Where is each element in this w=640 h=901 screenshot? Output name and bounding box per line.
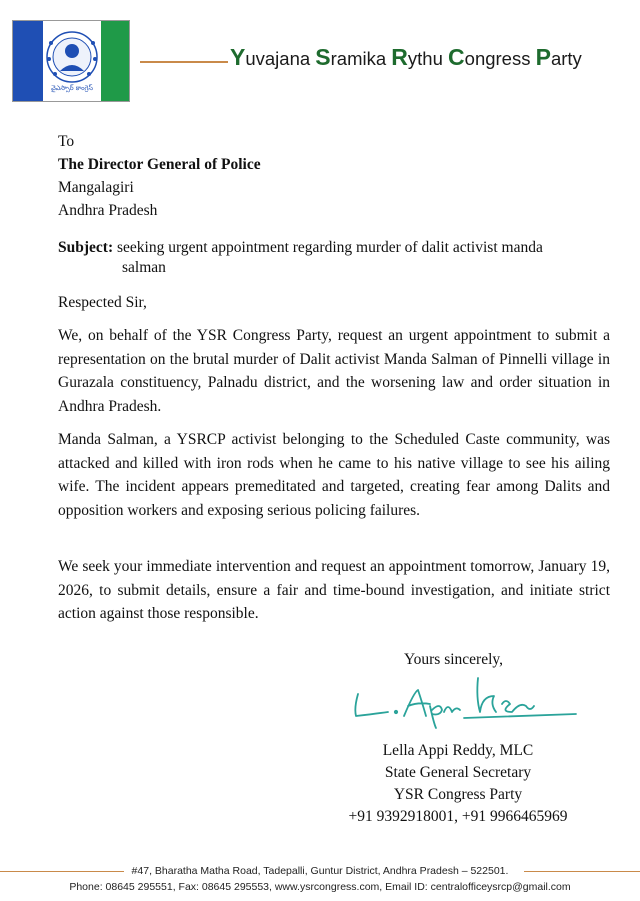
party-initial: P: [535, 44, 551, 70]
body-paragraph-2: Manda Salman, a YSRCP activist belonging to the Scheduled Caste community, was attacked and killed with iron rods when he came to his native village to see his ailing wife. The incident appears premeditated and targeted, creating fear among Dalits and opposition workers and exposing serious policing failures.: [58, 431, 610, 519]
party-word: arty: [550, 48, 582, 69]
address-city: Mangalagiri: [58, 179, 134, 196]
body-paragraph-3: We seek your immediate intervention and request an appointment tomorrow, January 19, 2026, to submit details, ensure a fair and time-bound investigation, and initiate strict action against those responsible.: [58, 558, 610, 622]
party-name-title: [230, 44, 582, 71]
party-word: uvajana: [245, 48, 316, 69]
subject-line: [58, 236, 543, 259]
party-initial: C: [448, 44, 465, 70]
party-initial: Y: [230, 44, 246, 70]
signatory-phone: +91 9392918001, +91 9966465969: [348, 808, 568, 825]
footer-contact: Phone: 08645 295551, Fax: 08645 295553, www.ysrcongress.com, Email ID: centralofficeysrcp@gmail.com: [69, 881, 571, 893]
footer-address: #47, Bharatha Matha Road, Tadepalli, Guntur District, Andhra Pradesh – 522501.: [131, 865, 509, 877]
subject-continuation: salman: [122, 259, 166, 276]
header-divider: [140, 61, 228, 63]
body-paragraph-1: We, on behalf of the YSR Congress Party, request an urgent appointment to submit a representation on the brutal murder of Dalit activist Manda Salman of Pinnelli village in Gurazala constituency, Palnadu district, and the worsening law and order situation in Andhra Pradesh.: [58, 327, 610, 415]
party-word: ongress: [464, 48, 536, 69]
signatory-title: State General Secretary: [384, 764, 532, 781]
address-state: Andhra Pradesh: [58, 202, 158, 219]
party-initial: R: [391, 44, 408, 70]
party-word: ythu: [407, 48, 449, 69]
logo-text: వైఎస్సార్ కాంగ్రెస్: [51, 84, 93, 92]
address-block: [58, 130, 261, 222]
party-word: ramika: [330, 48, 392, 69]
subject-label: Subject:: [58, 239, 114, 256]
salutation: Respected Sir,: [58, 294, 147, 311]
address-to: To: [58, 133, 75, 150]
party-initial: S: [315, 44, 331, 70]
subject-text: seeking urgent appointment regarding murder of dalit activist manda: [113, 239, 543, 256]
address-recipient: The Director General of Police: [58, 156, 261, 173]
signatory-block: [330, 740, 586, 828]
closing: Yours sincerely,: [404, 651, 504, 668]
signatory-name: Lella Appi Reddy, MLC: [382, 742, 534, 759]
signatory-party: YSR Congress Party: [393, 786, 523, 803]
signature-image: [344, 672, 584, 737]
party-logo: [12, 20, 130, 102]
